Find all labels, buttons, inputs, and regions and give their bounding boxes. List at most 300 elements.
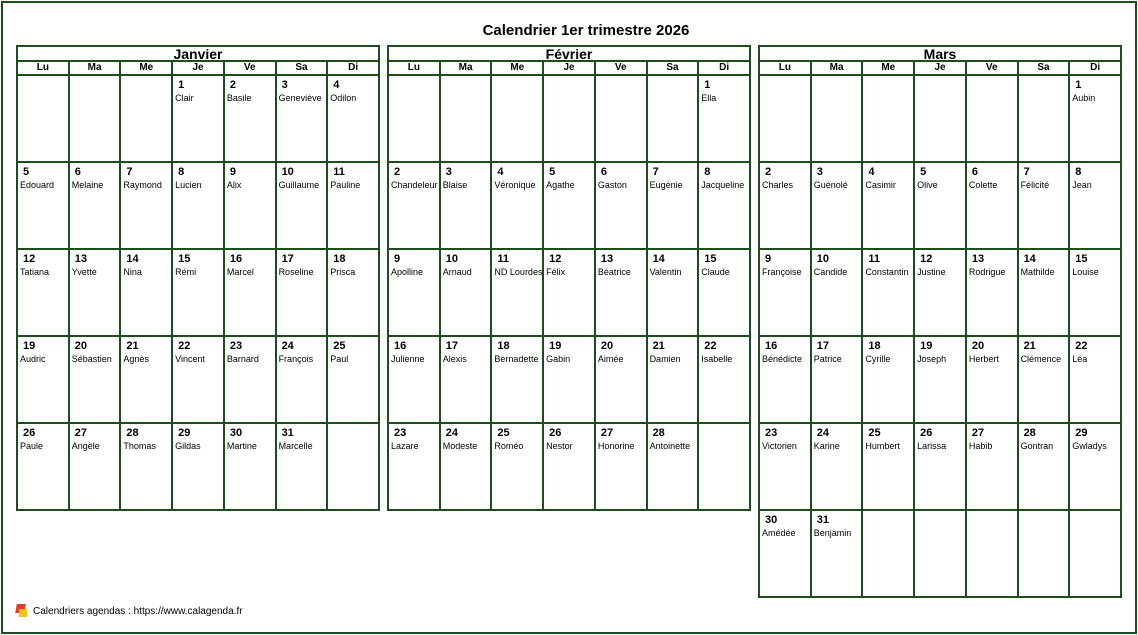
day-number: 5 [23, 166, 30, 178]
day-number: 6 [74, 166, 81, 178]
day-number: 18 [868, 340, 881, 352]
saint-name: Isabelle [701, 354, 733, 364]
saint-name: Roméo [494, 441, 524, 451]
saint-name: Alix [226, 180, 242, 190]
saint-name: Gwladys [1072, 441, 1107, 451]
day-number: 11 [868, 253, 881, 265]
day-cell [812, 511, 864, 598]
day-number: 24 [445, 427, 458, 439]
saint-name: Herbert [968, 354, 999, 364]
day-cell [812, 163, 864, 250]
saint-name: Tatiana [20, 267, 50, 277]
weekday-label: Sa [648, 62, 700, 76]
day-cell [699, 76, 751, 163]
empty-day-cell [121, 76, 173, 163]
day-cell [544, 250, 596, 337]
day-cell [225, 163, 277, 250]
day-cell [863, 424, 915, 511]
day-cell [121, 424, 173, 511]
day-cell [492, 337, 544, 424]
day-number: 30 [765, 514, 778, 526]
day-number: 31 [816, 514, 829, 526]
day-number: 28 [126, 427, 139, 439]
day-cell [277, 250, 329, 337]
day-cell [121, 163, 173, 250]
saint-name: Agathe [546, 180, 575, 190]
saint-name: ND Lourdes [494, 267, 543, 277]
day-cell [1070, 163, 1122, 250]
weekday-label: Lu [760, 62, 812, 76]
empty-day-cell [967, 511, 1019, 598]
saint-name: Geneviève [278, 93, 322, 103]
day-number: 12 [549, 253, 562, 265]
day-number: 11 [333, 166, 345, 178]
day-cell [596, 163, 648, 250]
saint-name: Félicité [1020, 180, 1050, 190]
day-cell [967, 337, 1019, 424]
day-cell [328, 250, 380, 337]
day-cell [70, 424, 122, 511]
empty-day-cell [1070, 511, 1122, 598]
day-number: 29 [178, 427, 191, 439]
day-cell [441, 337, 493, 424]
saint-name: Candide [813, 267, 848, 277]
day-cell [760, 250, 812, 337]
day-number: 12 [920, 253, 933, 265]
day-number: 14 [126, 253, 139, 265]
day-number: 3 [816, 166, 823, 178]
day-number: 17 [281, 253, 294, 265]
saint-name: Honorine [597, 441, 635, 451]
saint-name: Guillaume [278, 180, 320, 190]
day-cell [1070, 424, 1122, 511]
day-number: 3 [281, 79, 288, 91]
day-cell [441, 424, 493, 511]
weekday-label: Sa [277, 62, 329, 76]
saint-name: Humbert [865, 441, 900, 451]
day-number: 16 [394, 340, 407, 352]
day-cell [1070, 76, 1122, 163]
day-cell [277, 76, 329, 163]
day-number: 26 [23, 427, 36, 439]
saint-name: Yvette [71, 267, 97, 277]
day-grid [758, 76, 1122, 598]
empty-day-cell [915, 511, 967, 598]
day-number: 21 [126, 340, 139, 352]
day-cell [492, 424, 544, 511]
day-cell [863, 250, 915, 337]
saint-name: Françoise [762, 267, 802, 277]
day-number: 1 [1075, 79, 1082, 91]
day-number: 10 [816, 253, 829, 265]
page-title: Calendrier 1er trimestre 2026 [482, 22, 690, 39]
saint-name: Béatrice [597, 267, 631, 277]
day-cell [1070, 337, 1122, 424]
saint-name: Larissa [917, 441, 947, 451]
saint-name: Angèle [71, 441, 100, 451]
day-number: 22 [1075, 340, 1088, 352]
weekday-label: Di [699, 62, 751, 76]
day-number: 22 [704, 340, 717, 352]
day-number: 4 [497, 166, 504, 178]
saint-name: Agnès [123, 354, 149, 364]
day-number: 6 [600, 166, 607, 178]
day-number: 27 [971, 427, 985, 439]
day-cell [1019, 163, 1071, 250]
empty-day-cell [648, 76, 700, 163]
day-number: 21 [652, 340, 665, 352]
saint-name: François [278, 354, 314, 364]
day-number: 28 [1023, 427, 1036, 439]
day-number: 18 [497, 340, 510, 352]
day-cell [121, 250, 173, 337]
day-cell [544, 163, 596, 250]
saint-name: Martine [226, 441, 257, 451]
day-number: 11 [497, 253, 510, 265]
day-cell [915, 163, 967, 250]
day-number: 13 [600, 253, 614, 265]
day-cell [225, 250, 277, 337]
day-cell [863, 163, 915, 250]
day-cell [760, 163, 812, 250]
day-cell [389, 163, 441, 250]
saint-name: Victorien [762, 441, 797, 451]
saint-name: Mathilde [1020, 267, 1055, 277]
day-number: 22 [178, 340, 191, 352]
weekday-label: Je [173, 62, 225, 76]
weekday-label: Di [328, 62, 380, 76]
empty-day-cell [70, 76, 122, 163]
saint-name: Karine [813, 441, 840, 451]
saint-name: Guénolé [813, 180, 848, 190]
day-number: 10 [445, 253, 458, 265]
saint-name: Antoinette [649, 441, 691, 451]
saint-name: Charles [762, 180, 794, 190]
saint-name: Apolline [391, 267, 424, 277]
empty-day-cell [915, 76, 967, 163]
day-cell [967, 163, 1019, 250]
weekday-label: Lu [18, 62, 70, 76]
empty-day-cell [1019, 511, 1071, 598]
saint-name: Cyrille [865, 354, 891, 364]
saint-name: Félix [546, 267, 566, 277]
day-number: 19 [549, 340, 562, 352]
saint-name: Barnard [226, 354, 259, 364]
day-grid [16, 76, 380, 511]
day-number: 17 [445, 340, 458, 352]
saint-name: Casimir [865, 180, 896, 190]
day-number: 7 [1023, 166, 1030, 178]
day-number: 19 [920, 340, 933, 352]
day-number: 19 [23, 340, 36, 352]
day-number: 28 [652, 427, 665, 439]
day-number: 16 [229, 253, 243, 265]
saint-name: Paule [20, 441, 44, 451]
day-number: 8 [704, 166, 711, 178]
day-cell [173, 76, 225, 163]
saint-name: Audric [20, 354, 46, 364]
day-number: 30 [229, 427, 243, 439]
saint-name: Basile [226, 93, 252, 103]
saint-name: Sébastien [71, 354, 112, 364]
empty-day-cell [492, 76, 544, 163]
day-cell [1019, 337, 1071, 424]
weekday-label: Ve [967, 62, 1019, 76]
day-cell [277, 163, 329, 250]
saint-name: Damien [649, 354, 681, 364]
weekday-label: Ma [70, 62, 122, 76]
day-cell [389, 424, 441, 511]
empty-day-cell [760, 76, 812, 163]
day-number: 8 [1075, 166, 1082, 178]
weekday-header-row [387, 62, 751, 76]
weekday-label: Ma [441, 62, 493, 76]
day-number: 12 [23, 253, 36, 265]
day-number: 2 [229, 79, 236, 91]
saint-name: Gontran [1020, 441, 1054, 451]
day-number: 26 [549, 427, 562, 439]
saint-name: Gildas [175, 441, 201, 451]
day-cell [699, 250, 751, 337]
day-number: 9 [765, 253, 772, 265]
empty-day-cell [441, 76, 493, 163]
saint-name: Blaise [442, 180, 468, 190]
month-title: Février [387, 45, 751, 62]
day-cell [18, 250, 70, 337]
day-cell [648, 163, 700, 250]
weekday-header-row [758, 62, 1122, 76]
day-cell [492, 250, 544, 337]
day-cell [915, 337, 967, 424]
day-cell [699, 163, 751, 250]
day-grid [387, 76, 751, 511]
saint-name: Odilon [330, 93, 357, 103]
day-cell [648, 337, 700, 424]
day-cell [812, 250, 864, 337]
day-cell [70, 337, 122, 424]
day-cell [596, 337, 648, 424]
day-cell [70, 163, 122, 250]
day-cell [18, 337, 70, 424]
day-number: 18 [333, 253, 346, 265]
saint-name: Prisca [330, 267, 356, 277]
day-number: 14 [1023, 253, 1036, 265]
day-number: 15 [704, 253, 717, 265]
empty-day-cell [863, 511, 915, 598]
day-cell [812, 424, 864, 511]
day-number: 26 [920, 427, 933, 439]
day-cell [173, 424, 225, 511]
day-number: 10 [281, 166, 294, 178]
month-janvier [16, 45, 380, 511]
day-number: 20 [971, 340, 985, 352]
saint-name: Roseline [278, 267, 314, 277]
day-cell [225, 76, 277, 163]
day-cell [812, 337, 864, 424]
day-number: 17 [816, 340, 829, 352]
saint-name: Constantin [865, 267, 909, 277]
weekday-label: Me [863, 62, 915, 76]
saint-name: Eugénie [649, 180, 683, 190]
saint-name: Thomas [123, 441, 156, 451]
saint-name: Claude [701, 267, 730, 277]
saint-name: Aimée [597, 354, 624, 364]
day-cell [760, 424, 812, 511]
day-number: 1 [178, 79, 185, 91]
day-cell [915, 424, 967, 511]
day-number: 5 [920, 166, 927, 178]
saint-name: Marcelle [278, 441, 313, 451]
day-cell [492, 163, 544, 250]
day-number: 13 [74, 253, 87, 265]
day-number: 2 [394, 166, 401, 178]
day-cell [328, 76, 380, 163]
month-title: Janvier [16, 45, 380, 62]
day-cell [389, 337, 441, 424]
saint-name: Modeste [442, 441, 478, 451]
day-number: 20 [74, 340, 87, 352]
day-cell [277, 337, 329, 424]
weekday-label: Lu [389, 62, 441, 76]
saint-name: Rodrigue [968, 267, 1006, 277]
day-cell [699, 337, 751, 424]
day-number: 13 [971, 253, 985, 265]
saint-name: Lucien [175, 180, 202, 190]
saint-name: Bénédicte [762, 354, 803, 364]
day-cell [70, 250, 122, 337]
day-number: 16 [765, 340, 778, 352]
saint-name: Nina [123, 267, 142, 277]
day-cell [596, 250, 648, 337]
saint-name: Jacqueline [701, 180, 745, 190]
weekday-label: Je [915, 62, 967, 76]
day-number: 6 [971, 166, 978, 178]
day-number: 1 [704, 79, 711, 91]
day-number: 25 [333, 340, 346, 352]
day-cell [328, 163, 380, 250]
day-number: 15 [1075, 253, 1088, 265]
saint-name: Habib [968, 441, 993, 451]
saint-name: Benjamin [813, 528, 852, 538]
day-number: 21 [1023, 340, 1036, 352]
day-number: 23 [394, 427, 407, 439]
day-number: 27 [74, 427, 87, 439]
day-cell [121, 337, 173, 424]
saint-name: Chandeleur [391, 180, 438, 190]
day-number: 2 [765, 166, 772, 178]
day-cell [544, 337, 596, 424]
day-cell [173, 337, 225, 424]
day-cell [328, 337, 380, 424]
saint-name: Gabin [546, 354, 571, 364]
day-cell [441, 163, 493, 250]
saint-name: Gaston [597, 180, 627, 190]
empty-day-cell [18, 76, 70, 163]
day-cell [389, 250, 441, 337]
day-number: 29 [1075, 427, 1088, 439]
day-cell [760, 337, 812, 424]
empty-day-cell [812, 76, 864, 163]
day-cell [225, 337, 277, 424]
day-number: 27 [600, 427, 614, 439]
day-number: 4 [868, 166, 875, 178]
empty-day-cell [328, 424, 380, 511]
saint-name: Vincent [175, 354, 205, 364]
day-cell [863, 337, 915, 424]
saint-name: Clair [175, 93, 194, 103]
saint-name: Raymond [123, 180, 162, 190]
footer-link[interactable]: Calendriers agendas : https://www.calagenda.fr [33, 605, 243, 617]
weekday-label: Di [1070, 62, 1122, 76]
day-cell [18, 424, 70, 511]
day-cell [544, 424, 596, 511]
weekday-label: Me [121, 62, 173, 76]
saint-name: Olive [917, 180, 938, 190]
saint-name: Melaine [71, 180, 104, 190]
day-number: 3 [445, 166, 452, 178]
day-number: 9 [394, 253, 401, 265]
empty-day-cell [1019, 76, 1071, 163]
saint-name: Marcel [226, 267, 254, 277]
saint-name: Colette [968, 180, 998, 190]
saint-name: Pauline [330, 180, 361, 190]
day-cell [648, 250, 700, 337]
day-number: 24 [816, 427, 829, 439]
saint-name: Bernadette [494, 354, 539, 364]
day-cell [1019, 424, 1071, 511]
day-number: 9 [229, 166, 236, 178]
day-cell [967, 250, 1019, 337]
saint-name: Rémi [175, 267, 197, 277]
saint-name: Véronique [494, 180, 536, 190]
calagenda-logo-icon [16, 604, 28, 618]
saint-name: Justine [917, 267, 946, 277]
weekday-label: Je [544, 62, 596, 76]
weekday-label: Me [492, 62, 544, 76]
day-cell [1070, 250, 1122, 337]
saint-name: Patrice [813, 354, 842, 364]
saint-name: Joseph [917, 354, 947, 364]
day-number: 23 [765, 427, 778, 439]
saint-name: Nestor [546, 441, 573, 451]
day-cell [18, 163, 70, 250]
empty-day-cell [967, 76, 1019, 163]
saint-name: Ella [701, 93, 717, 103]
empty-day-cell [544, 76, 596, 163]
day-cell [173, 163, 225, 250]
day-cell [441, 250, 493, 337]
weekday-label: Ve [225, 62, 277, 76]
month-title: Mars [758, 45, 1122, 62]
day-cell [277, 424, 329, 511]
day-cell [596, 424, 648, 511]
saint-name: Valentin [649, 267, 682, 277]
day-number: 24 [281, 340, 294, 352]
day-cell [760, 511, 812, 598]
month-fevrier [387, 45, 751, 511]
day-cell [225, 424, 277, 511]
saint-name: Alexis [442, 354, 467, 364]
day-cell [173, 250, 225, 337]
saint-name: Aubin [1072, 93, 1096, 103]
day-number: 7 [126, 166, 133, 178]
weekday-label: Ve [596, 62, 648, 76]
day-number: 15 [178, 253, 191, 265]
day-cell [967, 424, 1019, 511]
day-number: 5 [549, 166, 556, 178]
saint-name: Lazare [391, 441, 419, 451]
saint-name: Amédée [762, 528, 796, 538]
